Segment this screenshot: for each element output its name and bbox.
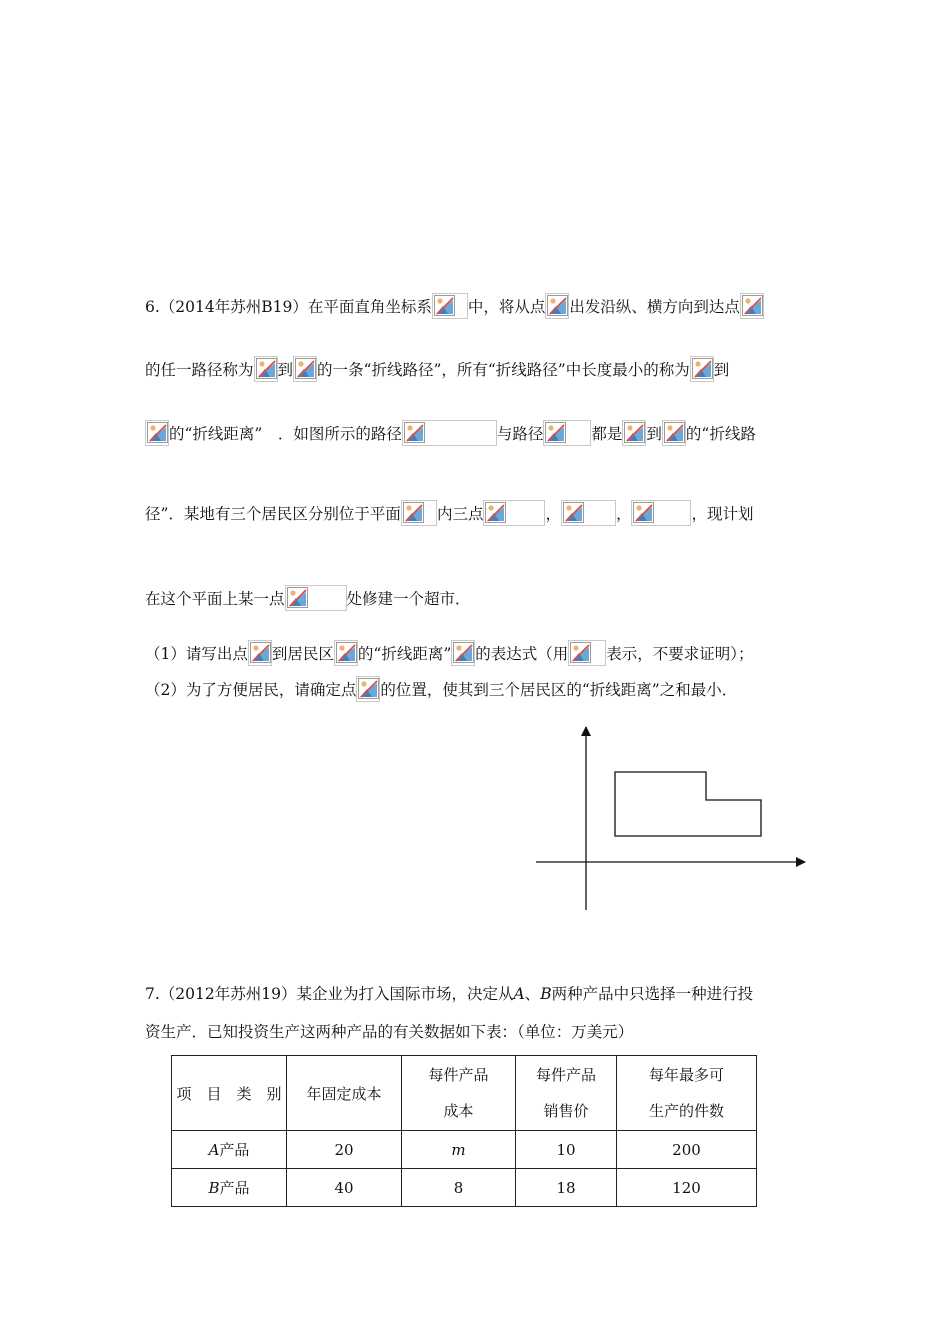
text: 7.（2012年苏州19）某企业为打入国际市场，决定从 [145,985,514,1003]
text: 到 [713,361,730,379]
broken-image-icon [543,420,591,446]
header-cell: 项 目 类 别 [172,1056,287,1131]
text: 到居民区 [271,645,334,663]
text: 在这个平面上某一点 [145,590,285,608]
text: 中，将从点 [467,298,546,316]
row-label: B产品 [172,1169,287,1207]
text: 的表达式（用 [475,645,569,663]
broken-image-icon [568,640,606,666]
product-b-letter: B [540,985,552,1003]
cell-unit-cost: 8 [402,1169,516,1207]
broken-image-icon [293,356,317,382]
broken-image-icon [690,356,714,382]
text: 到 [646,425,662,443]
broken-image-icon [285,585,347,611]
p6-question-2 [145,676,737,702]
text: ，现计划 [691,505,754,523]
text: 的“折线路 [685,425,756,443]
broken-image-icon [334,640,358,666]
broken-image-icon [662,420,686,446]
text: 径”．某地有三个居民区分别位于平面 [145,505,401,523]
cell-fixed-cost: 40 [287,1169,402,1207]
coordinate-figure [530,720,820,920]
cell-max-units: 200 [617,1131,757,1169]
text: 出发沿纵、横方向到达点 [569,298,740,316]
broken-image-icon [254,356,278,382]
p7-line-2: 资生产．已知投资生产这两种产品的有关数据如下表：（单位：万美元） [145,1023,634,1041]
p6-question-1 [145,640,754,666]
p6-line-4 [145,500,754,526]
product-a-letter: A [513,985,525,1003]
broken-image-icon [401,500,437,526]
text: 与路径 [496,425,544,443]
broken-image-icon [248,640,272,666]
text: 的一条“折线路径”，所有“折线路径”中长度最小的称为 [317,361,690,379]
table-header-row [172,1056,757,1131]
broken-image-icon [432,293,468,319]
text: 处修建一个超市． [346,590,471,608]
text: 6.（2014年苏州B19）在平面直角坐标系 [145,298,432,316]
product-data-table [171,1055,757,1207]
cell-unit-price: 18 [516,1169,617,1207]
p6-line-1 [145,293,764,319]
header-cell: 年固定成本 [287,1056,402,1131]
header-cell: 每件产品 销售价 [516,1056,617,1131]
cell-unit-price: 10 [516,1131,617,1169]
broken-image-icon [622,420,646,446]
p7-line-1 [145,982,753,1006]
row-label: A产品 [172,1131,287,1169]
text: 的任一路径称为 [145,361,254,379]
text: 两种产品中只选择一种进行投 [551,985,754,1003]
header-cell: 每年最多可 生产的件数 [617,1056,757,1131]
broken-image-icon [451,640,475,666]
text: （2）为了方便居民，请确定点 [145,681,357,699]
text: 都是 [591,425,623,443]
broken-image-icon [402,420,497,446]
broken-image-icon [631,500,691,526]
text: ， [615,505,632,523]
text: 的“折线距离” [357,645,452,663]
text: 表示，不要求证明）； [606,645,754,663]
text: 内三点 [436,505,484,523]
cell-fixed-cost: 20 [287,1131,402,1169]
text: 、 [524,985,541,1003]
table-row [172,1131,757,1169]
region-outline [615,772,761,836]
broken-image-icon [356,676,380,702]
p6-line-5 [145,585,471,611]
cell-max-units: 120 [617,1169,757,1207]
text: 的位置，使其到三个居民区的“折线距离”之和最小． [380,681,738,699]
text: （1）请写出点 [145,645,248,663]
broken-image-icon [740,293,764,319]
cell-unit-cost: m [402,1131,516,1169]
broken-image-icon [561,500,616,526]
p6-line-2 [145,356,729,382]
text: 到 [277,361,294,379]
p6-line-3 [145,420,756,446]
text: 的“折线距离” ．如图所示的路径 [169,425,402,443]
table-row [172,1169,757,1207]
broken-image-icon [545,293,569,319]
broken-image-icon [145,420,169,446]
broken-image-icon [483,500,545,526]
header-cell: 每件产品 成本 [402,1056,516,1131]
text: ， [545,505,561,523]
